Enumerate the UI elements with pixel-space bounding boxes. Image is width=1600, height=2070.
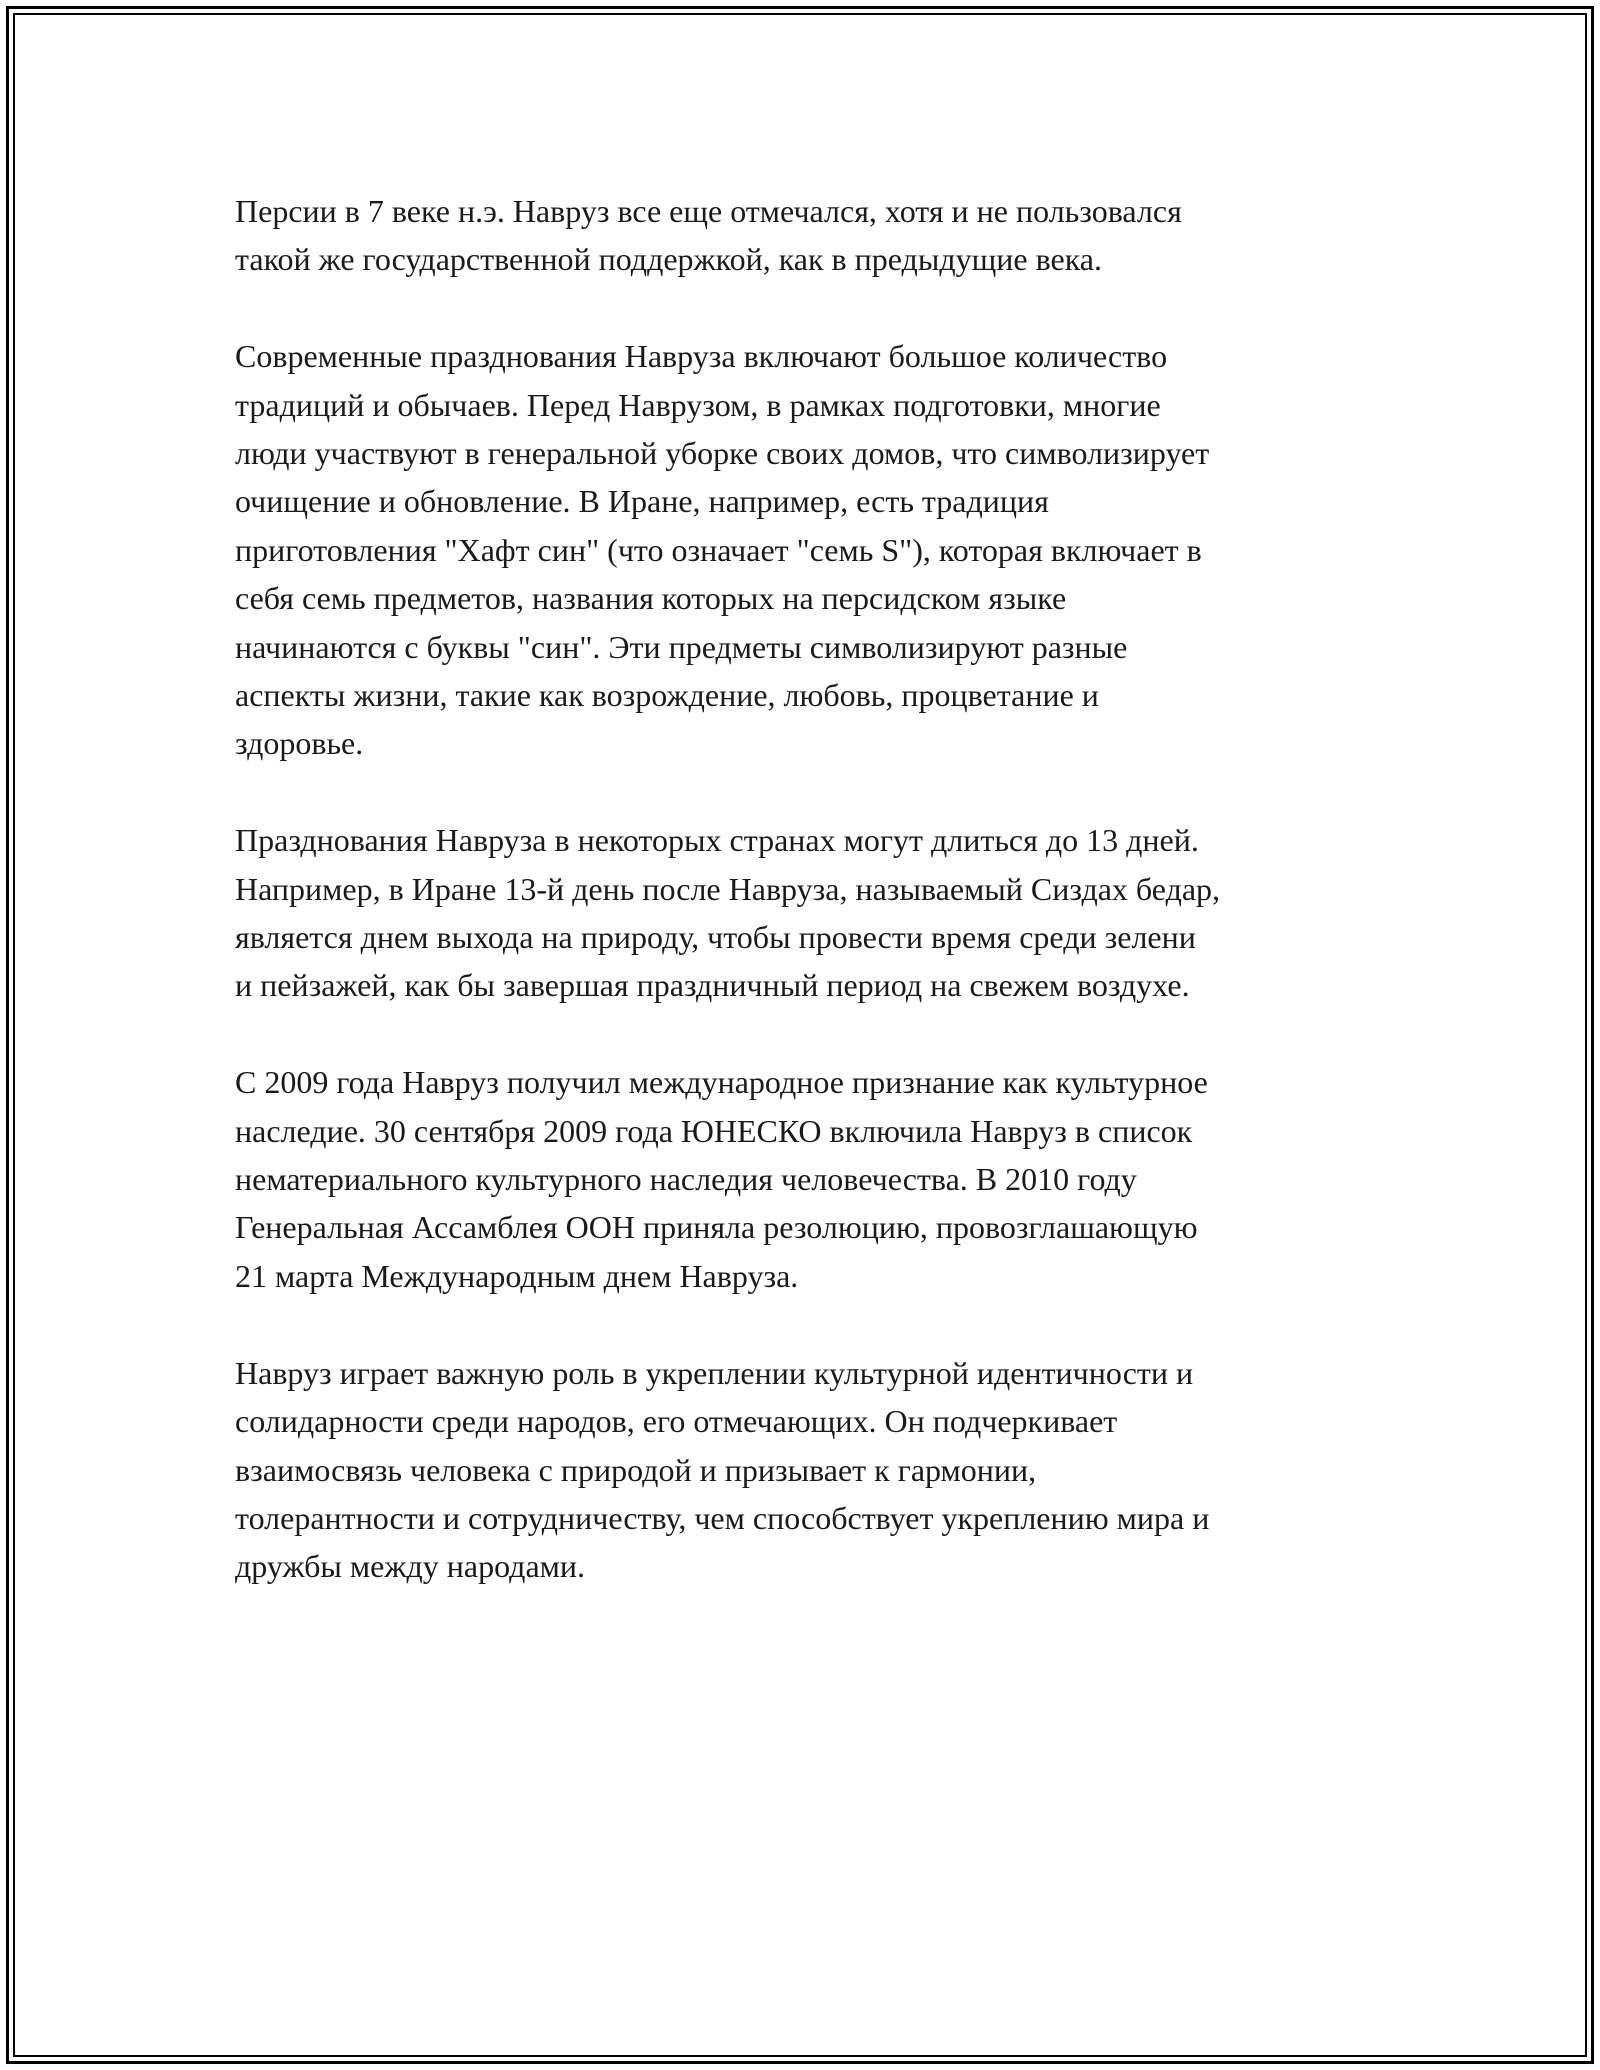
document-body (235, 187, 1385, 1591)
paragraph-persia-history: Персии в 7 веке н.э. Навруз все еще отмечался, хотя и не пользовался такой же государственной поддержкой, как в предыдущие века. (235, 193, 1182, 278)
paragraph-cultural-role: Навруз играет важную роль в укреплении культурной идентичности и солидарности среди народов, его отмечающих. Он подчеркивает взаимосвязь человека с природой и призывает к гармонии, толерантности и сотрудничеству, чем способствует укреплению мира и дружбы между народами. (235, 1354, 1210, 1585)
paragraph-unesco-recognition: С 2009 года Навруз получил международное признание как культурное наследие. 30 сентября 2009 года ЮНЕСКО включила Навруз в список нематериального культурного наследия человечества. В 2010 году Генеральная Ассамблея ООН приняла резолюцию, провозглашающую 21 марта Международным днем Навруза. (235, 1064, 1208, 1294)
paragraph-modern-traditions: Современные празднования Навруза включают большое количество традиций и обычаев. Перед Наврузом, в рамках подготовки, многие люди участвуют в генеральной уборке своих домов, что символизирует очищение и обновление. В Иране, например, есть традиция приготовления "Хафт син" (что означает "семь S"), которая включает в себя семь предметов, названия которых на персидском языке начинаются с буквы "син". Эти предметы символизируют разные аспекты жизни, такие как возрождение, любовь, процветание и здоровье. (235, 338, 1210, 762)
paragraph-sizdah-bedar: Празднования Навруза в некоторых странах могут длиться до 13 дней. Например, в Иране 13-й день после Навруза, называемый Сиздах бедар, является днем выхода на природу, чтобы провести время среди зелени и пейзажей, как бы завершая праздничный период на свежем воздухе. (235, 822, 1221, 1004)
